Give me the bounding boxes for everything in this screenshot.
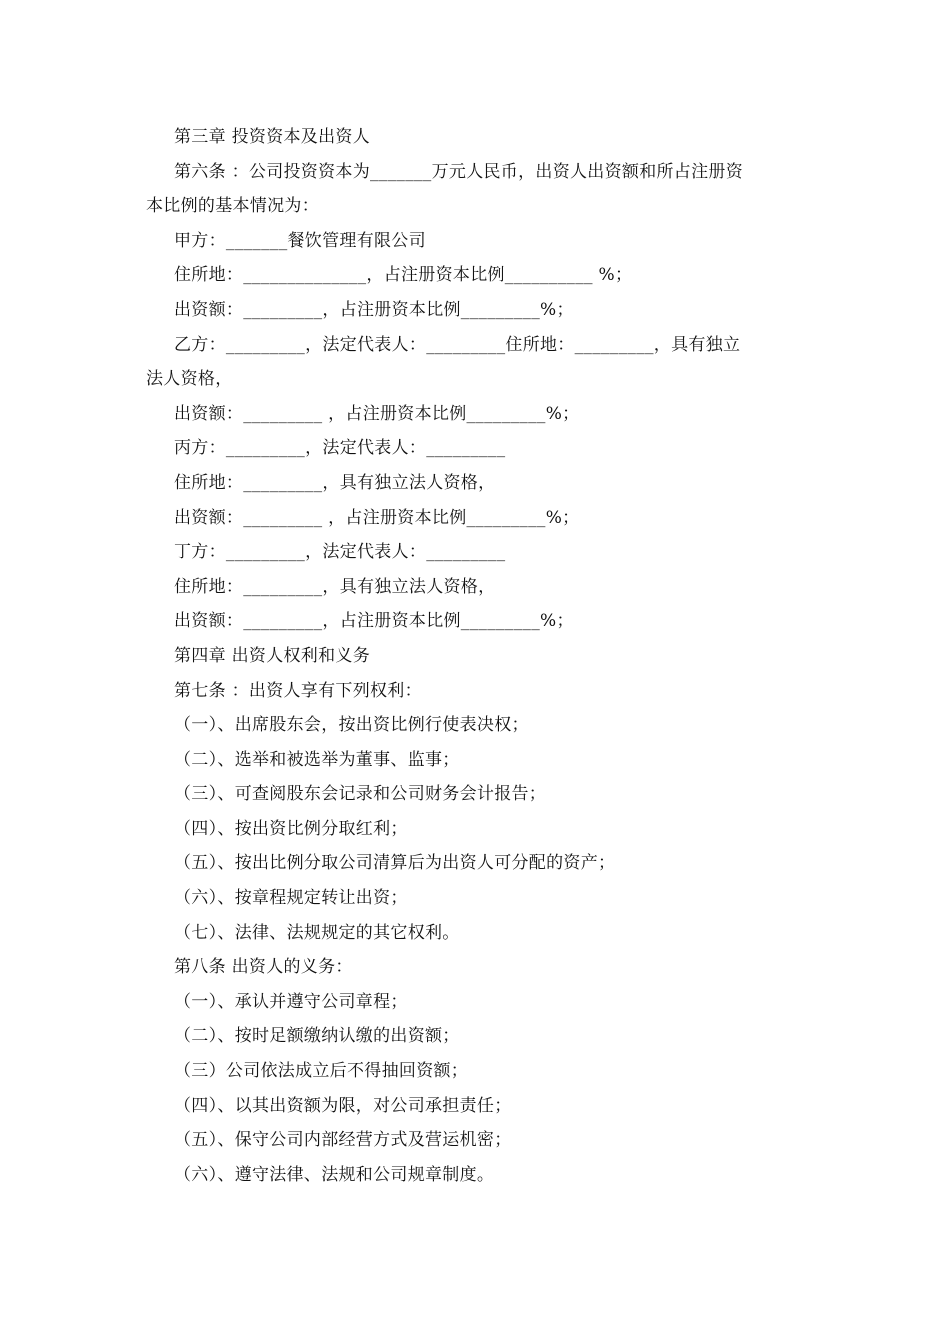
- party-c-contribution: 出资额：_________ ，占注册资本比例_________%；: [174, 507, 580, 528]
- duty-item-1: （一）、承认并遵守公司章程；: [174, 991, 408, 1012]
- article-8-heading: 第八条 出资人的义务：: [174, 957, 353, 978]
- party-b-contribution: 出资额：_________ ，占注册资本比例_________%；: [174, 403, 580, 424]
- duty-item-6: （六）、遵守法律、法规和公司规章制度。: [174, 1164, 495, 1185]
- document-body: [146, 120, 810, 1192]
- right-item-7: （七）、法律、法规规定的其它权利。: [174, 922, 460, 943]
- party-b-line-1: 乙方：_________，法定代表人：_________住所地：_________，具有独立: [174, 334, 741, 355]
- article-7-heading: 第七条 ：出资人享有下列权利：: [174, 680, 422, 701]
- right-item-4: （四）、按出资比例分取红利；: [174, 818, 408, 839]
- party-d-name: 丁方：_________，法定代表人：_________: [174, 542, 506, 563]
- article-6-line-1: 第六条 ：公司投资资本为_______万元人民币，出资人出资额和所占注册资: [174, 161, 744, 182]
- party-a-contribution: 出资额：_________，占注册资本比例_________%；: [174, 299, 574, 320]
- right-item-6: （六）、按章程规定转让出资；: [174, 888, 408, 909]
- duty-item-4: （四）、以其出资额为限，对公司承担责任；: [174, 1095, 512, 1116]
- party-a-address: 住所地：______________，占注册资本比例__________ %；: [174, 265, 633, 286]
- party-c-name: 丙方：_________，法定代表人：_________: [174, 438, 506, 459]
- right-item-5: （五）、按出比例分取公司清算后为出资人可分配的资产；: [174, 853, 616, 874]
- party-d-address: 住所地：_________，具有独立法人资格，: [174, 576, 496, 597]
- party-a-name: 甲方：_______餐饮管理有限公司: [174, 230, 426, 251]
- duty-item-2: （二）、按时足额缴纳认缴的出资额；: [174, 1026, 460, 1047]
- chapter-4-heading: 第四章 出资人权利和义务: [174, 645, 371, 666]
- chapter-3-heading: 第三章 投资资本及出资人: [174, 127, 371, 147]
- right-item-3: （三）、可查阅股东会记录和公司财务会计报告；: [174, 784, 547, 805]
- party-c-address: 住所地：_________，具有独立法人资格，: [174, 472, 496, 493]
- party-d-contribution: 出资额：_________，占注册资本比例_________%；: [174, 611, 574, 632]
- duty-item-5: （五）、保守公司内部经营方式及营运机密；: [174, 1130, 512, 1151]
- party-b-line-2: 法人资格，: [146, 369, 233, 390]
- right-item-2: （二）、选举和被选举为董事、监事；: [174, 749, 460, 770]
- right-item-1: （一）、出席股东会，按出资比例行使表决权；: [174, 715, 529, 736]
- article-6-line-2: 本比例的基本情况为：: [146, 196, 319, 217]
- duty-item-3: （三）公司依法成立后不得抽回资额；: [174, 1061, 469, 1082]
